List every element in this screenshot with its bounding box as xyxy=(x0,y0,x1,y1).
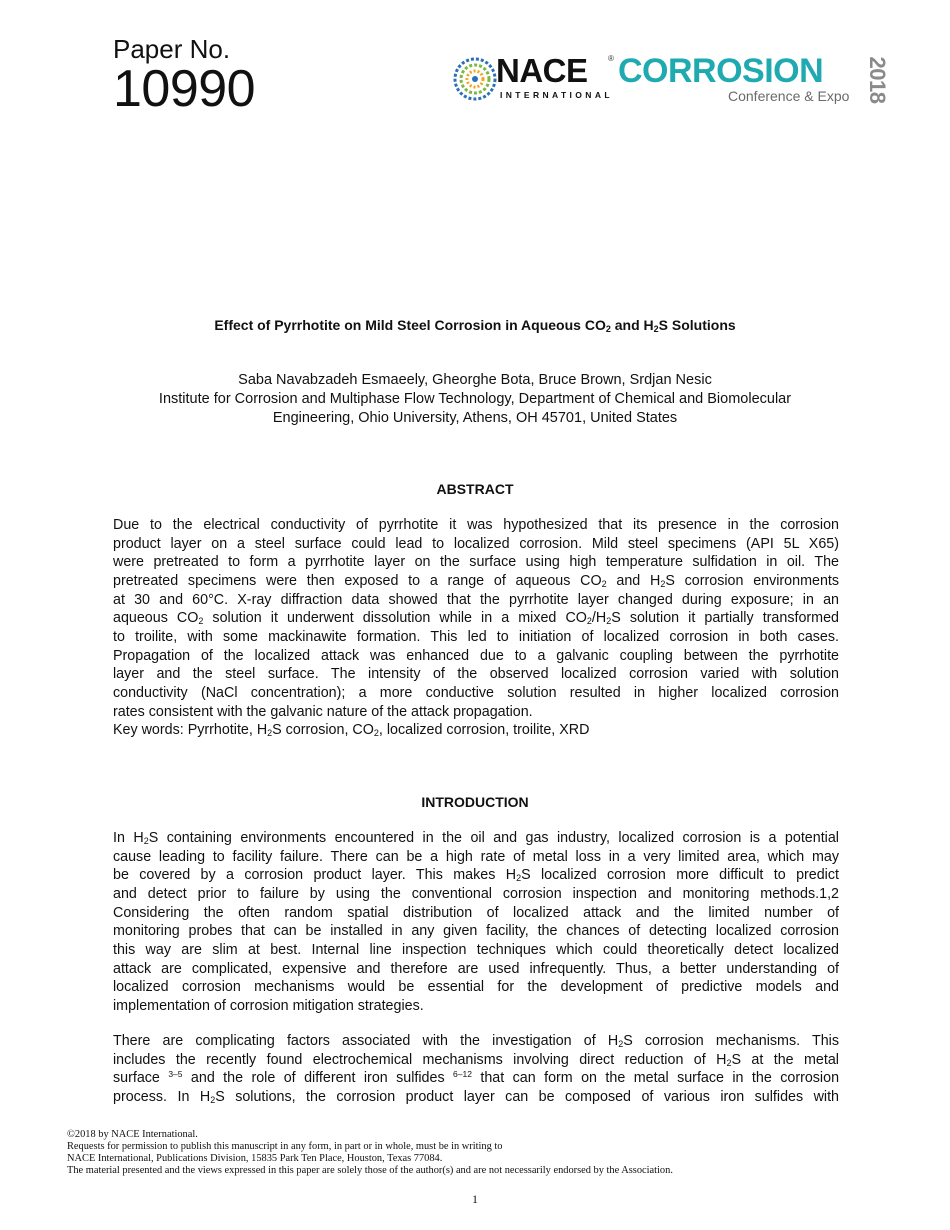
paper-number-block xyxy=(113,34,256,118)
introduction-heading: INTRODUCTION xyxy=(421,794,529,810)
nace-wordmark: NACE xyxy=(496,52,588,89)
text-line: attack are complicated, expensive and therefore are used infrequently. Thus, a better understanding of xyxy=(113,960,839,977)
text-line: localized corrosion mechanisms would be essential for the development of predictive models and xyxy=(113,979,839,996)
text-line: Propagation of the localized attack was enhanced due to a galvanic coupling between the pyrrhotite xyxy=(113,647,839,664)
registered-mark: ® xyxy=(608,54,614,63)
intro-paragraph-2 xyxy=(113,1032,839,1107)
corrosion-wordmark: CORROSION xyxy=(618,52,824,90)
affiliation-line: Engineering, Ohio University, Athens, OH 45701, United States xyxy=(272,410,678,426)
text-line: layer and the steel surface. The intensity of the observed localized corrosion varied with solution xyxy=(113,666,839,683)
logo-year xyxy=(864,52,890,108)
text-line: There are complicating factors associated with the investigation of $H_2S$ corrosion mechanisms. This xyxy=(113,1033,839,1049)
text-line: to troilite, with some mackinawite formation. This led to initiation of localized corrosion in both cases. xyxy=(113,628,839,645)
text-line: surface $^{3-5}$ and the role of different iron sulfides $^{6-12}$ that can form on the metal surface in the corrosion xyxy=(113,1069,840,1087)
text-line: implementation of corrosion mitigation strategies. xyxy=(113,997,424,1014)
text-line: conductivity (NaCl concentration); a more conductive solution resulted in higher localized corrosion xyxy=(113,684,839,701)
author-names: Saba Navabzadeh Esmaeely, Gheorghe Bota, Bruce Brown, Srdjan Nesic xyxy=(238,372,712,388)
text-line: cause leading to facility failure. There can be a high rate of metal loss in a very limited area, which may xyxy=(113,848,839,865)
text-line: at 30 and 60°C. X-ray diffraction data showed that the pyrrhotite layer changed during exposure; in an xyxy=(113,591,839,608)
text-line: pretreated specimens were then exposed to a range of aqueous $CO_2$ and $H_2S$ corrosion environments xyxy=(113,572,840,589)
copyright-footer xyxy=(67,1129,673,1177)
abstract-paragraph xyxy=(113,516,839,740)
paper-title: Effect of Pyrrhotite on Mild Steel Corrosion in Aqueous $CO_2$ and $H_2S$ Solutions xyxy=(214,317,736,334)
paper-number: 10990 xyxy=(113,60,256,118)
text-line: be covered by a corrosion product layer. This makes $H_2S$ localized corrosion more difficult to predict xyxy=(113,867,839,884)
footer-line: The material presented and the views expressed in this paper are solely those of the author(s) and are not necessarily endorsed by the Association. xyxy=(67,1165,673,1177)
text-line: product layer on a steel surface could lead to localized corrosion. Mild steel specimens (API 5L X65) xyxy=(113,535,839,552)
international-wordmark: INTERNATIONAL xyxy=(500,90,613,100)
nace-corrosion-logo xyxy=(452,52,902,112)
text-line: includes the recently found electrochemical mechanisms involving direct reduction of $H_2S$ at the metal xyxy=(113,1051,839,1068)
text-line: this way are slim at best. Internal line inspection techniques which could theoretically detect localized xyxy=(113,941,839,958)
conference-expo-text: Conference & Expo xyxy=(728,88,850,104)
affiliation-line: Institute for Corrosion and Multiphase Flow Technology, Department of Chemical and Biomolecular xyxy=(158,391,792,407)
copyright-line: ©2018 by NACE International. xyxy=(67,1129,198,1140)
nace-globe-icon xyxy=(452,56,498,102)
text-line: rates consistent with the galvanic nature of the attack propagation. xyxy=(113,703,533,720)
logo-year-text: 2018 xyxy=(865,56,890,104)
abstract-heading: ABSTRACT xyxy=(436,481,514,497)
text-line: In $H_2S$ containing environments encountered in the oil and gas industry, localized corrosion is a potential xyxy=(113,830,839,846)
author-block xyxy=(113,371,837,428)
footer-line: Requests for permission to publish this manuscript in any form, in part or in whole, must be in writing to xyxy=(67,1141,503,1153)
text-line: process. In $H_2S$ solutions, the corrosion product layer can be composed of various iron sulfides with xyxy=(113,1088,839,1105)
text-line: and detect prior to failure by using the conventional corrosion inspection and monitoring methods.1,2 xyxy=(113,885,839,902)
text-line: aqueous $CO_2$ solution it underwent dissolution while in a mixed $CO_2/H_2S$ solution it partially transformed xyxy=(113,610,839,627)
footer-line: NACE International, Publications Division, 15835 Park Ten Place, Houston, Texas 77084. xyxy=(67,1153,443,1165)
text-line: Considering the often random spatial distribution of localized attack and the limited number of xyxy=(113,904,839,921)
text-line: were pretreated to form a pyrrhotite layer on the surface using high temperature sulfidation in oil. The xyxy=(113,554,839,571)
paper-label: Paper No. xyxy=(113,34,231,64)
page-number: 1 xyxy=(472,1192,478,1206)
text-line: Due to the electrical conductivity of pyrrhotite it was hypothesized that its presence in the corrosion xyxy=(113,517,839,533)
text-line: monitoring probes that can be installed in any given facility, the chances of detecting localized corrosion xyxy=(113,923,839,940)
intro-paragraph-1 xyxy=(113,829,839,1016)
keywords-line: Key words: Pyrrhotite, $H_2S$ corrosion, $CO_2$, localized corrosion, troilite, XRD xyxy=(113,722,590,739)
